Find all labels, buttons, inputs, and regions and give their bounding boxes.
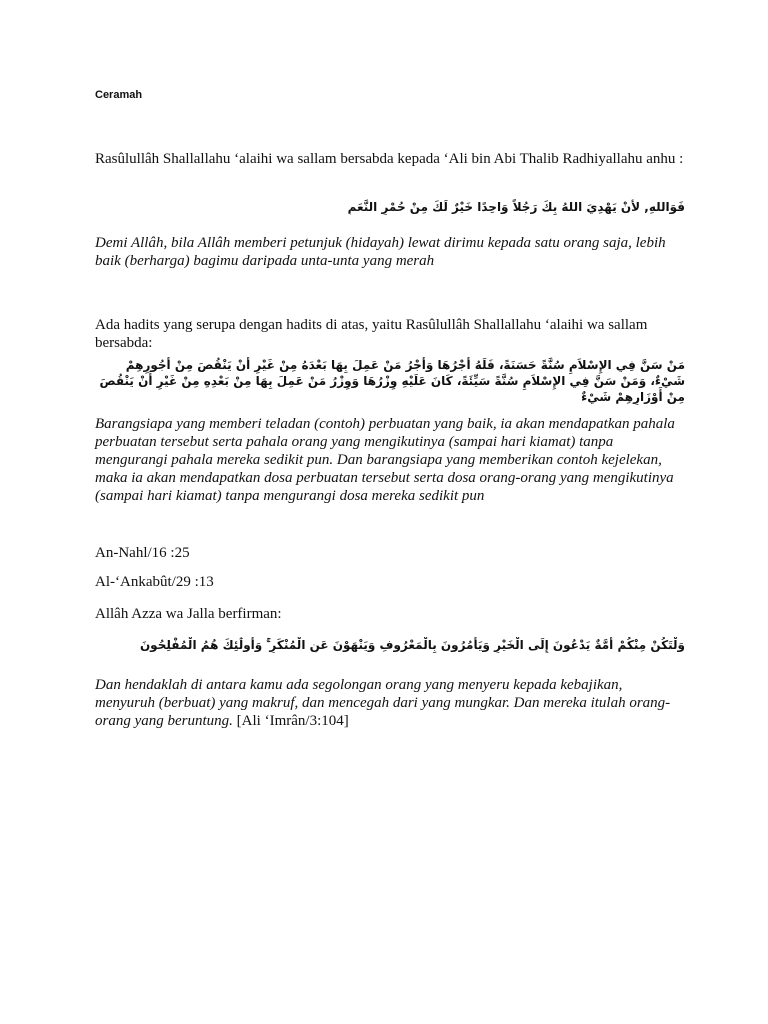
hadith-2-translation: Barangsiapa yang memberi teladan (contoh) perbuatan yang baik, ia akan mendapatkan pahala perbuatan tersebut serta pahala orang yang mengikutinya (sampai hari kiamat) tanpa mengurangi pahala mereka sedikit pun. Dan barangsiapa yang memberikan contoh kejelekan, maka ia akan mendapatkan dosa perbuatan tersebut serta dosa orang-orang yang mengikutinya (sampai hari kiamat) tanpa mengurangi dosa mereka sedikit pun [95, 416, 675, 504]
hadith-1-arabic: فَوَاللهِ, لأَنْ يَهْدِيَ اللهُ بِكَ رَجُلاً وَاحِدًا خَيْرٌ لَكَ مِنْ حُمْرِ النَّعَمِ [347, 200, 685, 214]
verse-translation-text: Dan hendaklah di antara kamu ada segolongan orang yang menyeru kepada kebajikan, menyuruh (berbuat) yang makruf, dan mencegah dari yang mungkar. Dan mereka itulah orang-orang yang beruntung. [95, 677, 671, 729]
reference-an-nahl: An-Nahl/16 :25 [95, 545, 190, 561]
verse-intro: Allâh Azza wa Jalla berfirman: [95, 606, 282, 622]
hadith-1-intro: Rasûlullâh Shallallahu ‘alaihi wa sallam bersabda kepada ‘Ali bin Abi Thalib Radhiyallahu anhu : [95, 151, 684, 167]
hadith-2-intro: Ada hadits yang serupa dengan hadits di atas, yaitu Rasûlullâh Shallallahu ‘alaihi wa sallam bersabda: [95, 317, 648, 351]
verse-arabic: وَلْتَكُنْ مِنْكُمْ أُمَّةٌ يَدْعُونَ إِلَى الْخَيْرِ وَيَأْمُرُونَ بِالْمَعْرُوفِ وَيَنْهَوْنَ عَنِ الْمُنْكَرِ ۚ وَأُولَٰئِكَ هُمُ الْمُفْلِحُونَ [139, 638, 685, 652]
hadith-1-translation: Demi Allâh, bila Allâh memberi petunjuk (hidayah) lewat dirimu kepada satu orang saja, lebih baik (berharga) bagimu daripada unta-unta yang merah [95, 235, 666, 269]
verse-reference: [Ali ‘Imrân/3:104] [236, 713, 349, 729]
hadith-2-arabic: مَنْ سَنَّ فِي الإِسْلاَمِ سُنَّةً حَسَنَةً، فَلَهُ أَجْرُهَا وَأَجْرُ مَنْ عَمِلَ بِهَا بَعْدَهُ مِنْ غَيْرِ أَنْ يَنْقُصَ مِنْ أُجُورِهِمْ شَيْءٌ، وَمَنْ سَنَّ فِي الإِسْلاَمِ سُنَّةً سَيِّئَةً، كَانَ عَلَيْهِ وِزْرُهَا وَوِزْرُ مَنْ عَمِلَ بِهَا مِنْ بَعْدِهِ مِنْ غَيْرِ أَنْ يَنْقُصَ مِنْ أَوْزَارِهِمْ شَيْءٌ [99, 358, 685, 404]
verse-translation [95, 676, 685, 730]
reference-al-ankabut: Al-‘Ankabût/29 :13 [95, 574, 214, 590]
document-heading: Ceramah [95, 89, 143, 101]
